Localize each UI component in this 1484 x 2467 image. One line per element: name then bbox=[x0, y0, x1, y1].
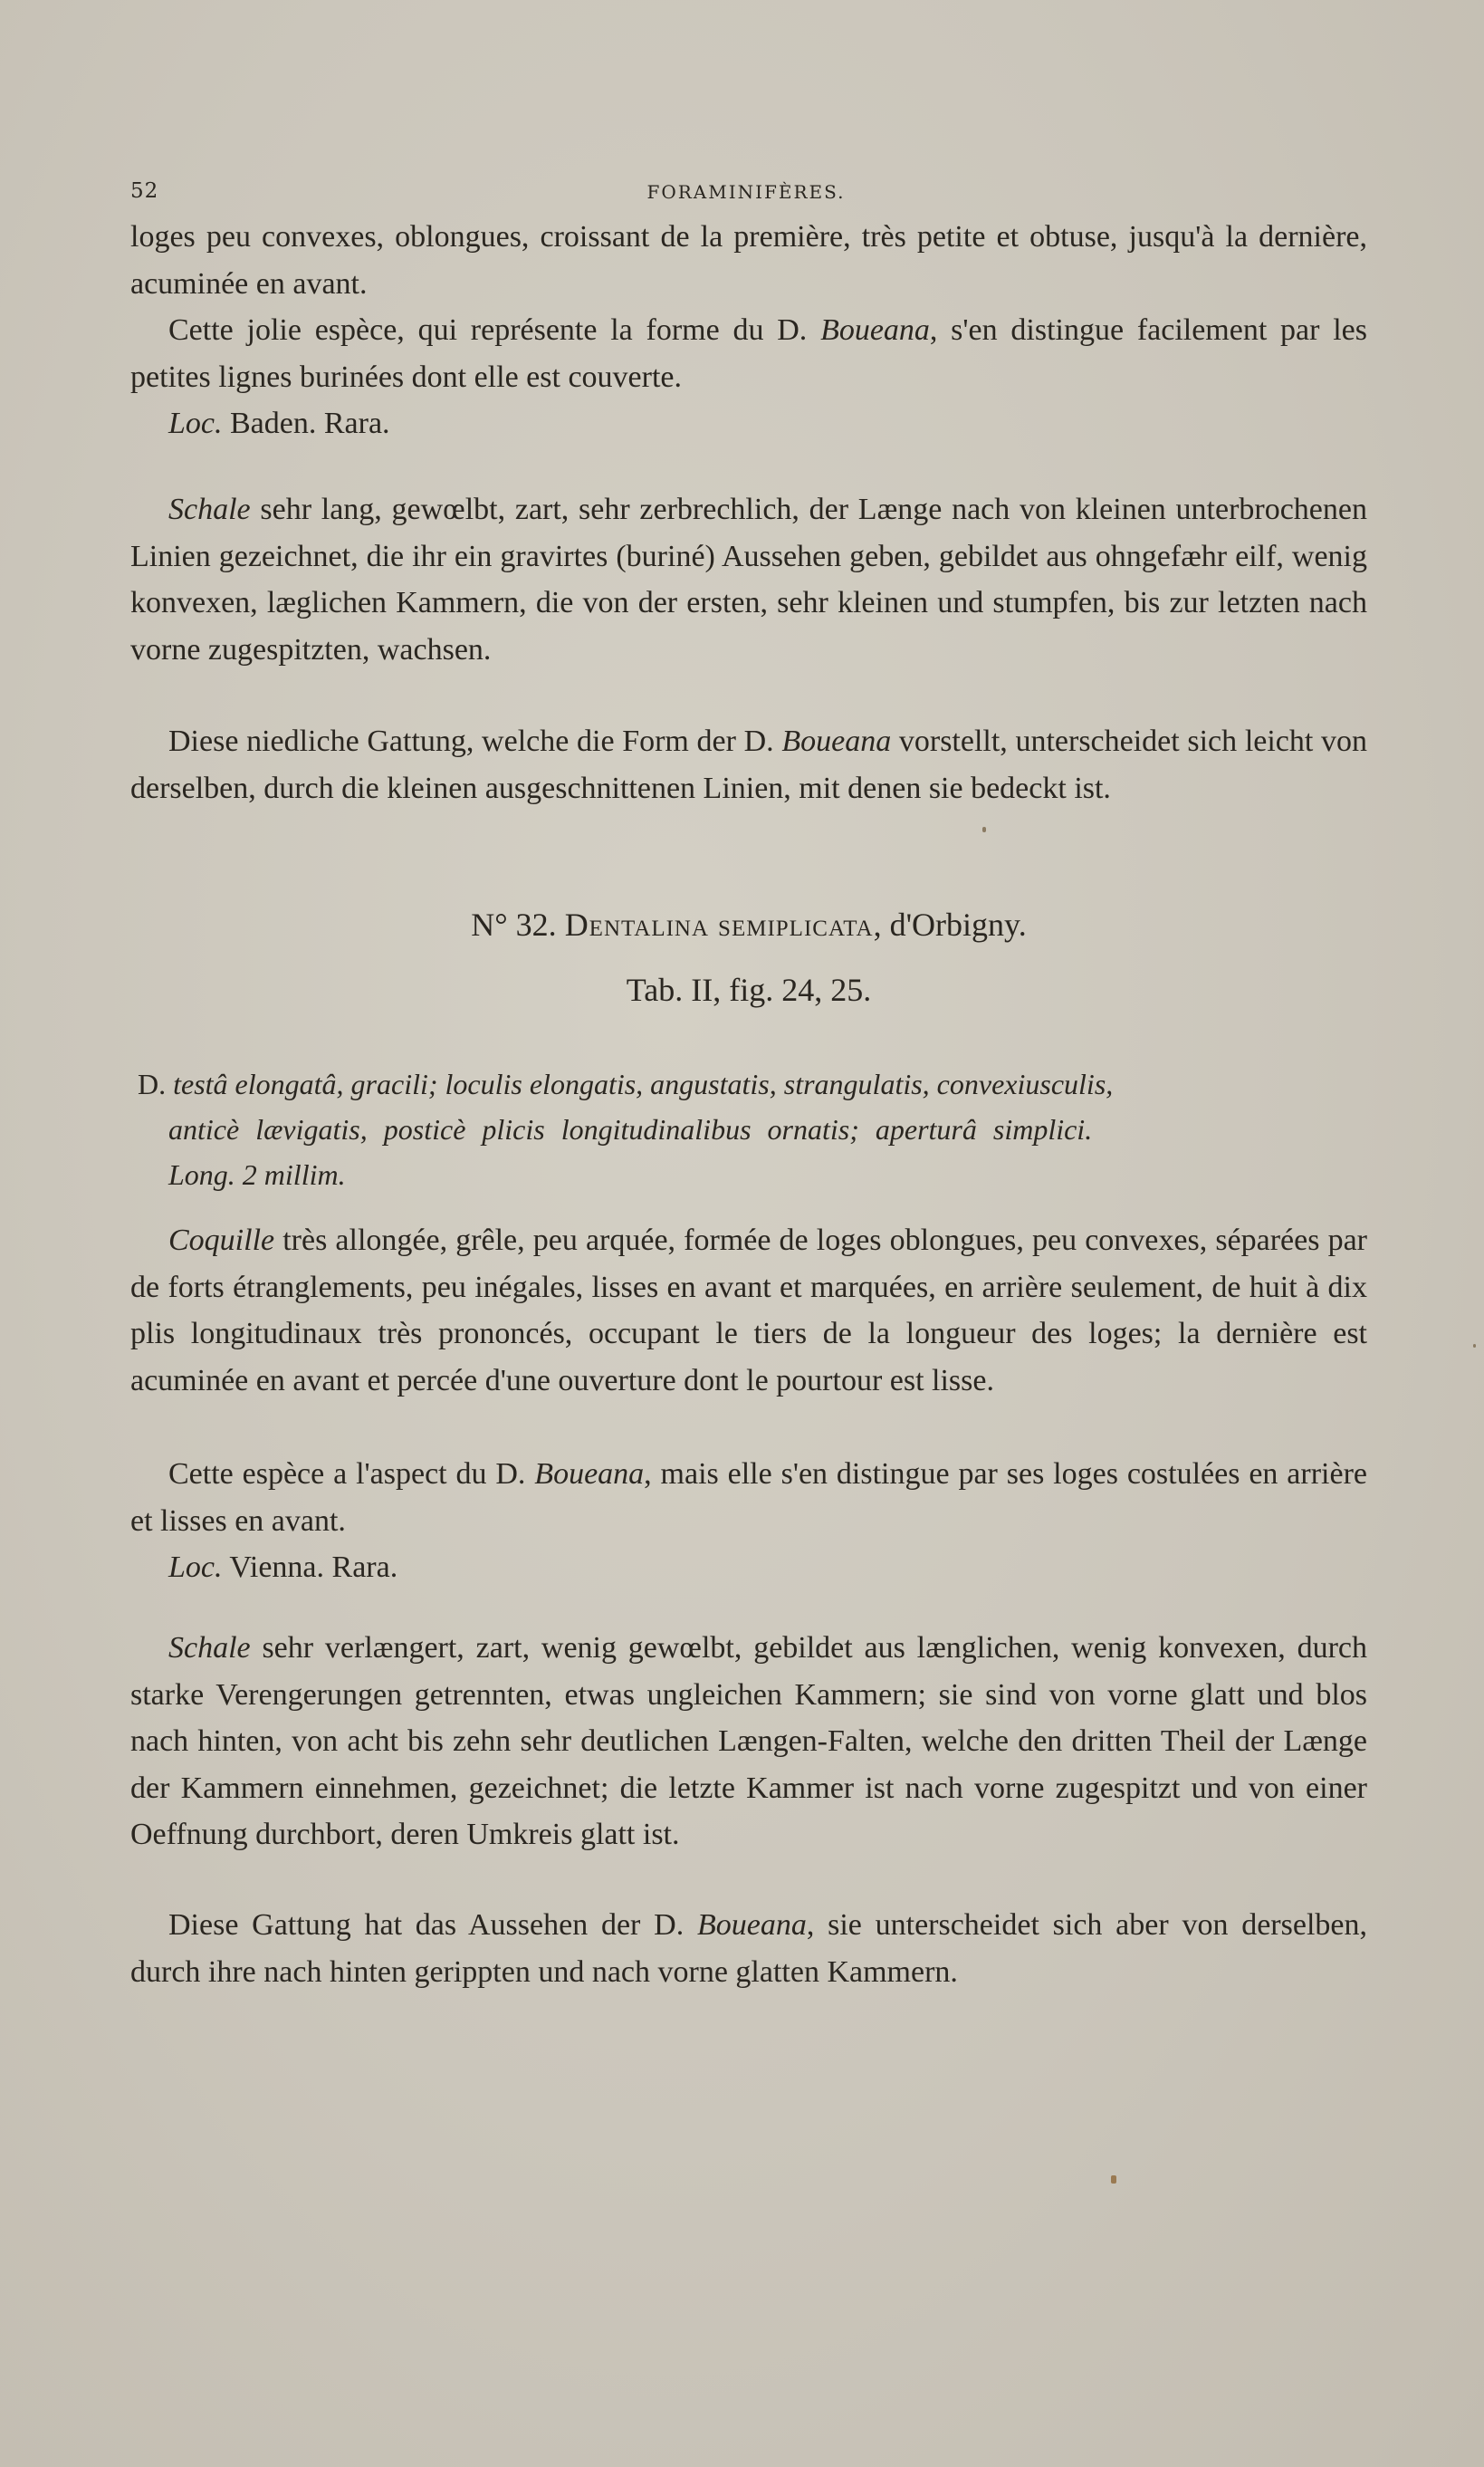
paper-speck bbox=[1473, 1344, 1476, 1348]
diagnosis-genus: D. bbox=[138, 1068, 167, 1100]
entry31-french-description bbox=[130, 214, 1367, 307]
entry32-french-description bbox=[130, 1217, 1367, 1404]
page-number: 52 bbox=[130, 179, 159, 203]
diagnosis-text-1: testâ elongatâ, gracili; loculis elongatis, angustatis, strangulatis, convexiusculis, bbox=[173, 1068, 1114, 1100]
diagnosis-line-2: anticè lævigatis, posticè plicis longitudinalibus ornatis; aperturâ simplici. bbox=[168, 1113, 1093, 1146]
french-term: Coquille bbox=[168, 1224, 275, 1257]
entry32-german-description-text: sehr verlængert, zart, wenig gewœlbt, gebildet aus længlichen, wenig konvexen, durch starke Verengerungen getrennten, etwas ungleichen Kammern; sie sind von vorne glatt und blos nach hinten, von acht bis zehn sehr deutlichen Længen-Falten, welche den dritten Theil der Længe der Kammern einnehmen, gezeichnet; die letzte Kammer ist nach vorne zugespitzt und von einer Oeffnung durchbort, deren Umkreis glatt ist. bbox=[130, 1631, 1367, 1851]
species-name: Boueana bbox=[534, 1457, 645, 1491]
entry31-locality bbox=[130, 400, 1367, 447]
entry32-french-remark bbox=[130, 1451, 1367, 1544]
entry31-german-remark-text-end: vorstellt, unterscheidet sich leicht von derselben, durch die kleinen ausgeschnittenen Linien, mit denen sie bedeckt ist. bbox=[130, 725, 1368, 805]
plate-reference: Tab. II, fig. 24, 25. bbox=[626, 972, 872, 1008]
paper-speck bbox=[982, 827, 986, 832]
locality-label: Loc. bbox=[168, 1550, 223, 1584]
entry31-french-description-text: loges peu convexes, oblongues, croissant de la première, très petite et obtuse, jusqu'à la dernière, acuminée en avant. bbox=[130, 220, 1367, 301]
entry32-german-description bbox=[130, 1625, 1367, 1858]
entry31-french-remark-text-end: , s'en distingue facilement par les petites lignes burinées dont elle est couverte. bbox=[130, 313, 1368, 394]
latin-diagnosis bbox=[138, 1061, 1367, 1197]
entry32-french-description-text: très allongée, grêle, peu arquée, formée de loges oblongues, peu convexes, séparées par de forts étranglements, peu inégales, lisses en avant et marquées, en arrière seulement, de huit à dix plis longitudinaux très prononcés, occupant le tiers de la longueur des loges; la dernière est acuminée en avant et percée d'une ouverture dont le pourtour est lisse. bbox=[130, 1224, 1367, 1397]
entry-number: N° 32. bbox=[471, 907, 557, 943]
species-name: Boueana bbox=[696, 1908, 807, 1942]
locality-value: Vienna. Rara. bbox=[222, 1550, 398, 1584]
species-author: , d'Orbigny. bbox=[873, 907, 1027, 943]
entry31-german-description bbox=[130, 486, 1367, 673]
entry32-french-remark-text-end: , mais elle s'en distingue par ses loges costulées en arrière et lisses en avant. bbox=[130, 1457, 1367, 1538]
entry32-french-remark-text: Cette espèce a l'aspect du D. bbox=[168, 1457, 535, 1491]
locality-label: Loc. bbox=[168, 407, 223, 440]
entry31-french-remark bbox=[130, 307, 1367, 400]
diagnosis-line-1 bbox=[138, 1061, 1367, 1107]
page-header bbox=[130, 174, 1362, 206]
entry31-german-remark-text: Diese niedliche Gattung, welche die Form der D. bbox=[168, 725, 782, 758]
entry32-heading bbox=[130, 906, 1367, 944]
entry32-locality bbox=[130, 1544, 1367, 1591]
german-term: Schale bbox=[168, 493, 251, 526]
species-name: Boueana bbox=[781, 725, 892, 758]
entry32-german-remark bbox=[130, 1902, 1367, 1995]
entry31-german-remark bbox=[130, 718, 1367, 811]
entry32-german-remark-text: Diese Gattung hat das Aussehen der D. bbox=[168, 1908, 697, 1942]
paper-speck bbox=[1111, 2175, 1116, 2184]
entry32-german-remark-text-end: , sie unterscheidet sich aber von derselben, durch ihre nach hinten gerippten und nach vorne glatten Kammern. bbox=[130, 1908, 1367, 1989]
species-name: Boueana bbox=[820, 313, 930, 347]
diagnosis-measurement: Long. 2 millim. bbox=[168, 1158, 346, 1191]
german-term: Schale bbox=[168, 1631, 251, 1665]
entry31-german-description-text: sehr lang, gewœlbt, zart, sehr zerbrechlich, der Længe nach von kleinen unterbrochenen Linien gezeichnet, die ihr ein gravirtes (buriné) Aussehen geben, gebildet aus ohngefæhr eilf, wenig konvexen, læglichen Kammern, die von der ersten, sehr kleinen und stumpfen, bis zur letzten nach vorne zugespitzten, wachsen. bbox=[130, 493, 1367, 667]
running-title: FORAMINIFÈRES. bbox=[646, 181, 846, 203]
locality-value: Baden. Rara. bbox=[222, 407, 390, 440]
species-title: Dentalina semiplicata bbox=[564, 907, 874, 943]
entry31-french-remark-text: Cette jolie espèce, qui représente la forme du D. bbox=[168, 313, 821, 347]
